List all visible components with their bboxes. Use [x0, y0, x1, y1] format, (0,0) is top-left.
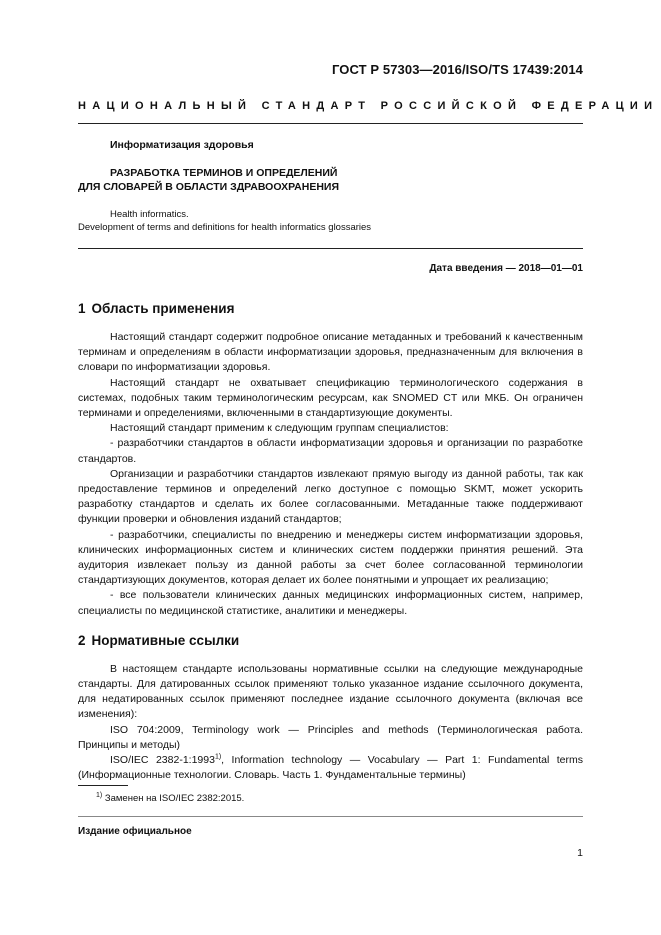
list-item: - все пользователи клинических данных медицинских информационных систем, например, специалисты по медицинской статистике, аналитики и менеджеры. [78, 589, 583, 617]
footnote-reference[interactable]: 1) [214, 753, 222, 761]
english-title-line-1: Health informatics. [110, 209, 189, 220]
section-2-heading [78, 632, 583, 650]
footnote-marker: 1) [96, 791, 103, 799]
document-code: ГОСТ Р 57303—2016/ISO/TS 17439:2014 [331, 62, 583, 77]
divider-middle [78, 248, 583, 249]
title-block [78, 139, 583, 234]
paragraph: В настоящем стандарте использованы нормативные ссылки на следующие международные стандарты. Для датированных ссылок применяют только указанное издание ссылочного документа, для недатированных ссылок применяют последнее издание ссылочного документа (включая все изменения): [78, 662, 583, 721]
page-number: 1 [577, 847, 583, 859]
main-content [78, 300, 583, 783]
introduction-date: Дата введения — 2018—01—01 [429, 263, 583, 274]
footnote-divider [78, 785, 128, 786]
document-subtitle: Информатизация здоровья [110, 139, 254, 151]
paragraph: Настоящий стандарт содержит подробное описание метаданных и требований к качественным терминам и определениям в области информатизации здоровья, предназначенным для включения в словари по информатизации здоровья. [78, 331, 583, 374]
official-edition-label: Издание официальное [78, 826, 192, 837]
section-1-heading [78, 300, 583, 318]
footnote [78, 793, 244, 804]
section-2-title: Нормативные ссылки [91, 632, 240, 648]
document-title-line-1: РАЗРАБОТКА ТЕРМИНОВ И ОПРЕДЕЛЕНИЙ [110, 167, 338, 179]
paragraph: Организации и разработчики стандартов извлекают прямую выгоду из данной работы, так как предоставление терминов и определений легко доступное с помощью SKMT, может ускорить разработку стандартов и сделать их более согласованными. Метаданные также поддерживают функции проверки и обновления изданий стандартов; [78, 467, 583, 526]
section-1-title: Область применения [91, 301, 235, 316]
section-1-number: 1 [78, 301, 86, 316]
english-title [78, 208, 583, 234]
reference-code: ISO/IEC 2382-1:1993 [110, 754, 215, 767]
section-2-number: 2 [78, 632, 86, 648]
document-title-line-2: ДЛЯ СЛОВАРЕЙ В ОБЛАСТИ ЗДРАВООХРАНЕНИЯ [78, 181, 340, 193]
reference-title: , Information technology — Vocabulary — Part 1: Fundamental terms (Информационные технологии. Словарь. Часть 1. Фундаментальные термины) [78, 754, 583, 782]
english-title-line-2: Development of terms and definitions for health informatics glossaries [78, 222, 372, 233]
divider-bottom [78, 816, 583, 817]
national-standard-banner: НАЦИОНАЛЬНЫЙ СТАНДАРТ РОССИЙСКОЙ ФЕДЕРАЦИИ [78, 100, 659, 112]
paragraph: Настоящий стандарт не охватывает спецификацию терминологического содержания в системах, подобных таким терминологическим ресурсам, как SNOMED CT или МКБ. Он ограничен терминами и определениями, включенными в стандартизующие документы. [78, 376, 583, 420]
document-title [78, 166, 583, 194]
paragraph: Настоящий стандарт применим к следующим группам специалистов: [110, 422, 449, 435]
divider-top [78, 123, 583, 124]
list-item: - разработчики, специалисты по внедрению и менеджеры систем информатизации здоровья, клинических информационных систем и клинических систем поддержки принятия решений. Эта аудитория извлекает пользу из данной работы за счет более согласованной терминологии стандартизующих документов, которая делает их более понятными и упрощает их реализацию; [78, 528, 583, 587]
reference-item [78, 753, 583, 783]
reference-item: ISO 704:2009, Terminology work — Principles and methods (Терминологическая работа. Принципы и методы) [78, 723, 583, 751]
footnote-text: Заменен на ISO/IEC 2382:2015. [102, 793, 245, 804]
list-item: - разработчики стандартов в области информатизации здоровья и организации по разработке стандартов. [78, 437, 583, 465]
